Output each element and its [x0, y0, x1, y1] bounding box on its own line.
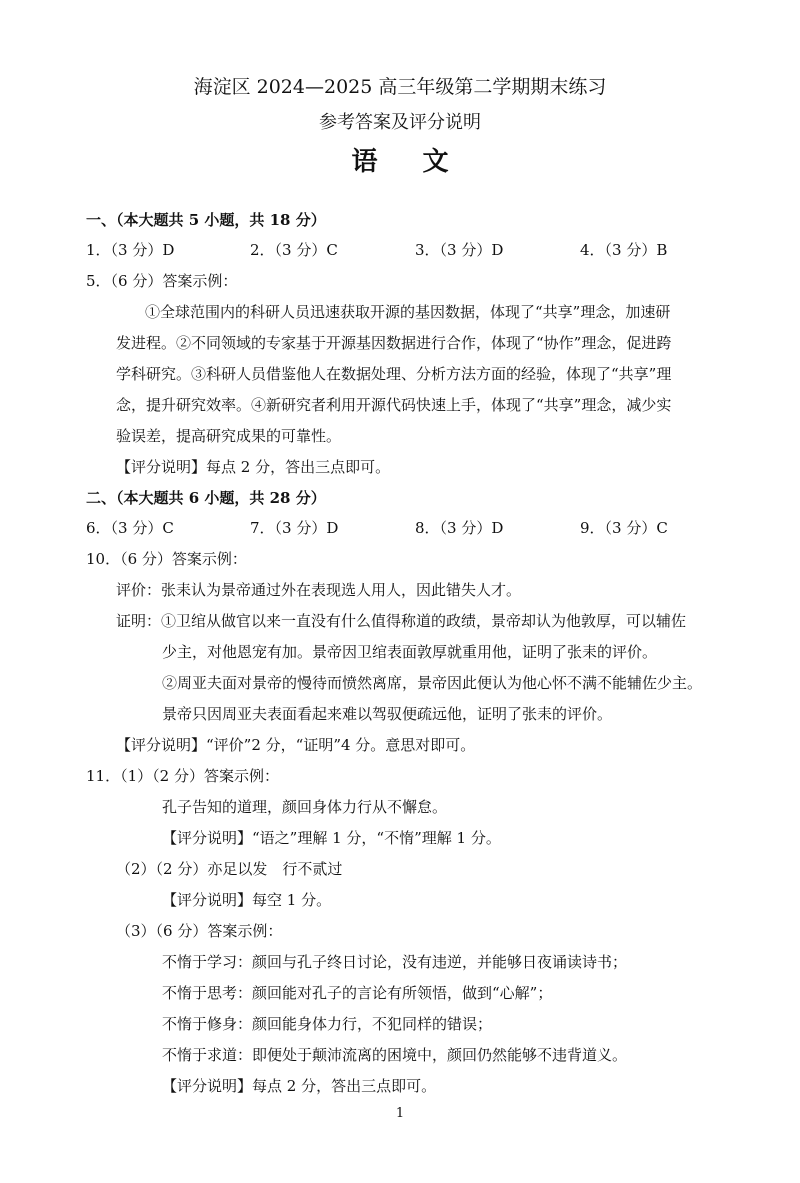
document-title: 海淀区 2024—2025 高三年级第二学期期末练习: [193, 76, 607, 98]
section2-heading: 二、（本大题共 6 小题，共 28 分）: [86, 489, 326, 507]
q5-line: 学科研究。③科研人员借鉴他人在数据处理、分析方法方面的经验，体现了“共享”理: [116, 365, 672, 383]
q11-2-scoring-note: 【评分说明】每空 1 分。: [162, 891, 332, 909]
q11-2-answer: （2）（2 分）亦足以发 行不贰过: [116, 860, 343, 878]
q10-evaluation: 评价：张耒认为景帝通过外在表现选人用人，因此错失人才。: [116, 581, 522, 599]
q5-line: 验误差，提高研究成果的可靠性。: [116, 427, 342, 445]
q10-scoring-note: 【评分说明】“评价”2 分，“证明”4 分。意思对即可。: [116, 736, 476, 754]
q11-1-scoring-note: 【评分说明】“语之”理解 1 分，“不惰”理解 1 分。: [162, 829, 501, 847]
q5-scoring-note: 【评分说明】每点 2 分，答出三点即可。: [116, 458, 391, 476]
answer-q2: 2．（3 分）C: [250, 241, 338, 259]
q10-heading: 10．（6 分）答案示例：: [86, 550, 247, 568]
q5-heading: 5．（6 分）答案示例：: [86, 272, 238, 290]
q11-3-line: 不惰于修身：颜回能身体力行，不犯同样的错误；: [162, 1015, 493, 1033]
section1-heading: 一、（本大题共 5 小题，共 18 分）: [86, 211, 326, 229]
q10-proof-line: 证明：①卫绾从做官以来一直没有什么值得称道的政绩，景帝却认为他敦厚，可以辅佐: [116, 612, 687, 630]
document-subtitle: 参考答案及评分说明: [319, 112, 481, 133]
answer-q9: 9．（3 分）C: [580, 519, 668, 537]
answer-q8: 8．（3 分）D: [415, 519, 504, 537]
q10-proof-line: ②周亚夫面对景帝的慢待而愤然离席，景帝因此便认为他心怀不满不能辅佐少主。: [162, 674, 703, 692]
page-number: 1: [395, 1106, 405, 1121]
q11-3-line: 不惰于学习：颜回与孔子终日讨论，没有违逆，并能够日夜诵读诗书；: [162, 953, 628, 971]
q11-3-line: 不惰于思考：颜回能对孔子的言论有所领悟，做到“心解”；: [162, 984, 553, 1002]
q5-line: 发进程。②不同领域的专家基于开源基因数据进行合作，体现了“协作”理念，促进跨: [116, 334, 672, 352]
q11-1-answer: 孔子告知的道理，颜回身体力行从不懈怠。: [162, 798, 448, 816]
q5-line: 念，提升研究效率。④新研究者利用开源代码快速上手，体现了“共享”理念，减少实: [116, 396, 672, 414]
q5-line: ①全球范围内的科研人员迅速获取开源的基因数据，体现了“共享”理念，加速研: [145, 303, 671, 321]
q11-3-line: 不惰于求道：即便处于颠沛流离的困境中，颜回仍然能够不违背道义。: [162, 1046, 628, 1064]
answer-q6: 6．（3 分）C: [86, 519, 174, 537]
q11-3-heading: （3）（6 分）答案示例：: [116, 922, 283, 940]
answer-q7: 7．（3 分）D: [250, 519, 339, 537]
q11-3-scoring-note: 【评分说明】每点 2 分，答出三点即可。: [162, 1077, 437, 1095]
subject-heading: 语 文: [351, 147, 467, 177]
q10-proof-line: 景帝只因周亚夫表面看起来难以驾驭便疏远他，证明了张耒的评价。: [162, 705, 613, 723]
answer-q1: 1．（3 分）D: [86, 241, 175, 259]
answer-q4: 4．（3 分）B: [580, 241, 668, 259]
answer-q3: 3．（3 分）D: [415, 241, 504, 259]
q11-heading: 11．（1）（2 分）答案示例：: [86, 767, 279, 785]
q10-proof-line: 少主，对他恩宠有加。景帝因卫绾表面敦厚就重用他，证明了张耒的评价。: [162, 643, 658, 661]
